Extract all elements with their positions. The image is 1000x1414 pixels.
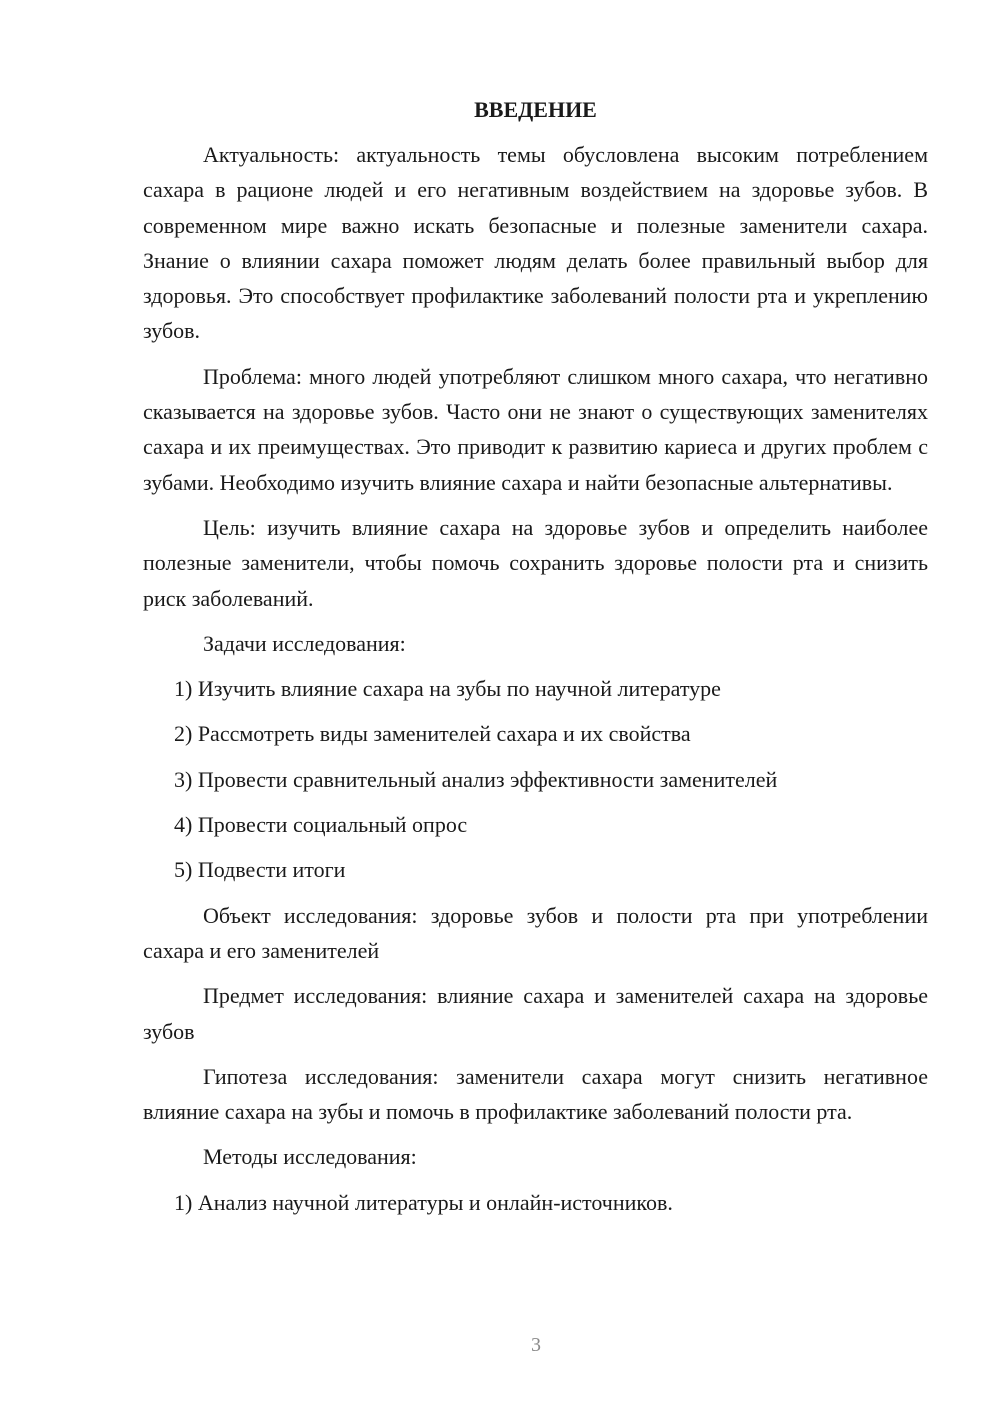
list-item: 3) Провести сравнительный анализ эффективности заменителей bbox=[174, 766, 778, 792]
tasks-list bbox=[143, 671, 928, 887]
list-item: 2) Рассмотреть виды заменителей сахара и их свойства bbox=[174, 721, 691, 747]
methods-heading: Методы исследования: bbox=[203, 1144, 417, 1170]
section-title: ВВЕДЕНИЕ bbox=[474, 97, 597, 122]
goal-paragraph: Цель: изучить влияние сахара на здоровье зубов и определить наиболее полезные заменители, чтобы помочь сохранить здоровье полости рта и снизить риск заболеваний. bbox=[143, 514, 928, 611]
list-item: 1) Изучить влияние сахара на зубы по научной литературе bbox=[174, 676, 721, 702]
relevance-paragraph: Актуальность: актуальность темы обусловлена высоким потреблением сахара в рационе людей и его негативным воздействием на здоровье зубов. В современном мире важно искать безопасные и полезные заменители сахара. Знание о влиянии сахара поможет людям делать более правильный выбор для здоровья. Это способствует профилактике заболеваний полости рта и укреплению зубов. bbox=[143, 142, 928, 344]
page-number: 3 bbox=[531, 1334, 541, 1356]
list-item: 4) Провести социальный опрос bbox=[174, 812, 468, 838]
page-content bbox=[143, 95, 928, 1230]
problem-paragraph: Проблема: много людей употребляют слишком много сахара, что негативно сказывается на здоровье зубов. Часто они не знают о существующих заменителях сахара и их преимуществах. Это приводит к развитию кариеса и других проблем с зубами. Необходимо изучить влияние сахара и найти безопасные альтернативы. bbox=[143, 363, 928, 495]
subject-paragraph: Предмет исследования: влияние сахара и заменителей сахара на здоровье зубов bbox=[143, 983, 928, 1044]
object-paragraph: Объект исследования: здоровье зубов и полости рта при употреблении сахара и его заменителей bbox=[143, 902, 928, 963]
list-item: 1) Анализ научной литературы и онлайн-источников. bbox=[174, 1189, 673, 1215]
hypothesis-paragraph: Гипотеза исследования: заменители сахара могут снизить негативное влияние сахара на зубы и помочь в профилактике заболеваний полости рта. bbox=[143, 1063, 928, 1125]
methods-list bbox=[143, 1185, 928, 1220]
list-item: 5) Подвести итоги bbox=[174, 857, 346, 883]
tasks-heading: Задачи исследования: bbox=[203, 630, 406, 656]
